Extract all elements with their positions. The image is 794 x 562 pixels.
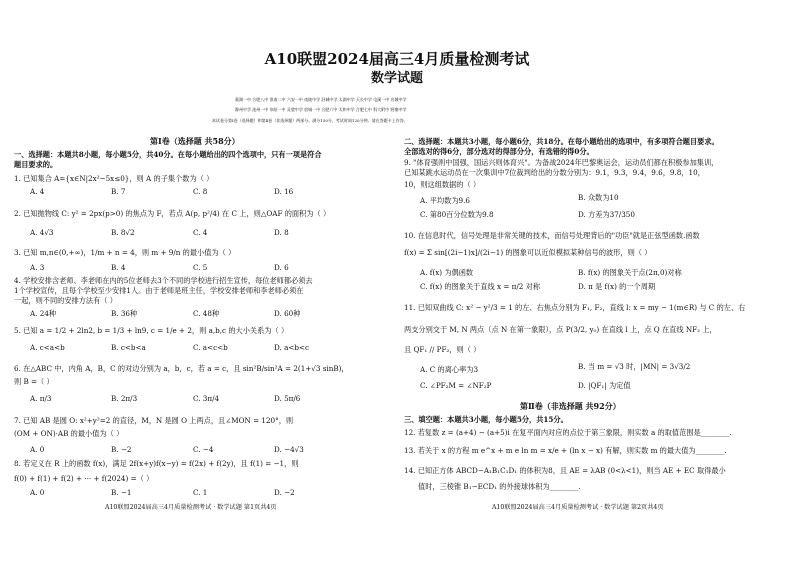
question-11-stem: 11. 已知双曲线 C: x² − y²/3 = 1 的左、右焦点分别为 F₁, F₂，直线 l: x = my − 1(m∈R) 与 C 的左、右: [404, 303, 746, 312]
right-page-footer: A10联盟2024届高三4月质量检测考试 · 数学试题 第2页共4页: [492, 504, 664, 511]
q3-option-b: B. 4: [111, 263, 126, 272]
question-9-stem-2: 已知某跳水运动员在一次集训中7位裁判给出的分数分别为：9.1，9.3，9.4，9.6，9.8，10，: [404, 168, 705, 177]
q5-option-a: A. c<a<b: [30, 343, 65, 352]
left-page-footer: A10联盟2024届高三4月质量检测考试 · 数学试题 第1页共4页: [105, 504, 277, 511]
q8-option-b: B. −1: [111, 488, 132, 497]
part-3-title: 三、填空题：本题共3小题，每小题5分，共15分。: [404, 415, 568, 424]
q5-option-b: B. c<b<a: [111, 343, 146, 352]
q7-option-c: C. −4: [193, 445, 214, 454]
question-8-stem-2: f(0) + f(1) + f(2) + ··· + f(2024) =（ ）: [14, 474, 154, 483]
q3-option-a: A. 3: [30, 263, 45, 272]
question-12: 12. 若复数 z = (a+4) − (a+5)i 在复平面内对应的点位于第三象限，则实数 a 的取值范围是________.: [404, 428, 732, 437]
q5-option-c: C. a<c<b: [193, 343, 228, 352]
q10-option-c: C. f(x) 的图象关于直线 x = π/2 对称: [420, 282, 541, 291]
q7-option-b: B. −2: [111, 445, 132, 454]
question-4-stem-2: 1个学校宣传，且每个学校至少安排1人。由于老师是班主任，学校安排老师和李老师必须在: [14, 286, 304, 295]
part-2-title: 二、选择题：本题共3小题，每小题6分，共18分。在每小题给出的选项中，有多项符合题目要求。: [404, 137, 719, 146]
q10-option-d: D. π 是 f(x) 的一个周期: [578, 282, 656, 291]
question-4-stem: 4. 学校安排含老师、李老师在内的5位老师去3个不同的学校进行招生宣传，每位老师都必须去: [14, 276, 313, 285]
question-14: 14. 已知正方体 ABCD−A₁B₁C₁D₁ 的体积为8，且 AE = λAB (0<λ<1)，则当 AE + EC 取得最小: [404, 466, 726, 475]
q9-option-c: C. 第80百分位数为9.8: [420, 210, 494, 219]
exam-title: A10联盟2024届高三4月质量检测考试: [264, 50, 530, 68]
question-5-stem: 5. 已知 a = 1/2 + 2ln2, b = 1/3 + ln9, c = 1/e + 2，则 a,b,c 的大小关系为（ ）: [14, 326, 289, 335]
q4-option-b: B. 36种: [111, 309, 138, 318]
question-7-stem: 7. 已知 AB 是圆 O: x²+y²=2 的直径，M，N 是圆 O 上两点，且∠MON = 120°，则: [14, 416, 294, 425]
q10-option-b: B. f(x) 的图象关于点(2π,0)对称: [578, 268, 682, 277]
exam-subject: 数学试题: [370, 71, 423, 86]
q4-option-c: C. 48种: [193, 309, 220, 318]
q7-option-a: A. 0: [30, 445, 45, 454]
question-2-stem: 2. 已知抛物线 C: y² = 2px(p>0) 的焦点为 F，若点 A(p, p²/4) 在 C 上，则△OAF 的面积为（ ）: [14, 209, 331, 218]
q7-option-d: D. −4√3: [274, 445, 304, 454]
q11-option-c: C. ∠PF₂M = ∠NF₂P: [420, 381, 492, 390]
q1-option-c: C. 8: [193, 187, 208, 196]
q10-option-a: A. f(x) 为偶函数: [420, 268, 474, 277]
q2-option-a: A. 4√3: [30, 228, 54, 237]
q3-option-c: C. 5: [193, 263, 208, 272]
question-9-stem: 9. "体育强则中国强，国运兴则体育兴"。为备战2024年巴黎奥运会，运动员们都在积极参加集训，: [404, 158, 719, 167]
part-1-title-cont: 题目要求的。: [14, 160, 58, 169]
q1-option-b: B. 7: [111, 187, 126, 196]
q8-option-d: D. −2: [274, 488, 295, 497]
question-4-stem-3: 一起，则不同的安排方法有（ ）: [14, 296, 117, 305]
q6-option-b: B. 2π/3: [111, 394, 138, 403]
section-1-title: 第Ⅰ卷（选择题 共58分）: [150, 136, 240, 146]
school-list-line-1: 巢湖一中 合肥八中 淮南二中 六安一中 南陵中学 舒城中学 太湖中学 天长中学 屯溪一中 宣城中学: [235, 97, 407, 102]
q11-option-b: B. 当 m = √3 时，|MN| = 3√3/2: [578, 362, 691, 371]
question-1-stem: 1. 已知集合 A={x∈N|2x²−5x≤0}，则 A 的子集个数为（ ）: [14, 174, 214, 183]
q2-option-b: B. 8√2: [111, 228, 135, 237]
q2-option-d: D. 8: [274, 228, 289, 237]
q1-option-d: D. 16: [274, 187, 294, 196]
question-3-stem: 3. 已知 m,n∈(0,+∞)，1/m + n = 4，则 m + 9/n 的最小值为（ ）: [14, 248, 236, 257]
q11-option-a: A. C 的离心率为3: [420, 365, 479, 374]
question-6-stem: 6. 在△ABC 中，内角 A，B，C 的对边分别为 a，b，c，若 a = c，且 sin²B/sin²A = 2(1+√3 sinB)，: [14, 364, 349, 373]
question-8-stem: 8. 若定义在 R 上的函数 f(x)，满足 2f(x+y)f(x−y) = f(2x) + f(2y)，且 f(1) = −1，则: [14, 459, 299, 468]
question-9-stem-3: 10，则这组数据的（ ）: [404, 180, 481, 189]
q6-option-c: C. 3π/4: [193, 394, 220, 403]
question-6-stem-2: 则 B =（ ）: [14, 377, 54, 386]
section-2-title: 第Ⅱ卷（非选择题 共92分）: [520, 401, 621, 411]
part-1-title: 一、选择题：本题共8小题，每小题5分，共40分。在每小题给出的四个选项中，只有一项是符合: [14, 150, 322, 159]
q5-option-d: D. a<b<c: [274, 343, 310, 352]
q6-option-a: A. π/3: [30, 394, 52, 403]
question-10-stem: 10. 在信息时代，信号处理是非常关键的技术，而信号处理背后的"功臣"就是正弦型函数.函数: [404, 231, 700, 240]
q3-option-d: D. 6: [274, 263, 289, 272]
question-11-stem-2: 两支分别交于 M, N 两点（点 N 在第一象限），点 P(3/2, y₀) 在直线 l 上，点 Q 在直线 NF₂ 上，: [404, 325, 717, 334]
question-14-cont: 值时，三棱锥 B₁−ECD₁ 的外接球体积为________.: [418, 482, 581, 491]
q8-option-a: A. 0: [30, 488, 45, 497]
q4-option-a: A. 24种: [30, 309, 57, 318]
q9-option-d: D. 方差为37/350: [578, 210, 635, 219]
q2-option-c: C. 4: [193, 228, 208, 237]
q1-option-a: A. 4: [30, 187, 45, 196]
q4-option-d: D. 60种: [274, 309, 301, 318]
q6-option-d: D. 5π/6: [274, 394, 301, 403]
q9-option-a: A. 平均数为9.6: [420, 196, 470, 205]
school-list-line-2: 滁州中学 池州一中 阜阳一中 灵璧中学 宿城一中 合肥六中 太和中学 合肥七中 科大附中 野寨中学: [235, 107, 407, 112]
part-2-title-cont: 全部选对的得6分，部分选对的得部分分，有选错的得0分。: [404, 147, 594, 156]
q9-option-b: B. 众数为10: [578, 193, 619, 202]
question-11-stem-3: 且 QF₁ // PF₂，则（ ）: [404, 345, 481, 354]
q8-option-c: C. 1: [193, 488, 208, 497]
question-10-stem-2: f(x) = Σ sin[(2i−1)x]/(2i−1) 的图象可以近似模拟某种信号的波形，则（ ）: [404, 248, 652, 257]
exam-notice: 本试卷分第Ⅰ卷（选择题）和第Ⅱ卷（非选择题）两部分。满分150分，考试时间120分钟。请在答题卡上作答。: [212, 118, 408, 123]
question-13: 13. 若关于 x 的方程 m e^x + m e ln m = x/e + (ln x − x) 有解，则实数 m 的最大值为________.: [404, 446, 727, 455]
q11-option-d: D. |QF₁| 为定值: [578, 381, 631, 390]
question-7-stem-2: (OM + ON)·AB 的最小值为（ ）: [14, 429, 124, 438]
